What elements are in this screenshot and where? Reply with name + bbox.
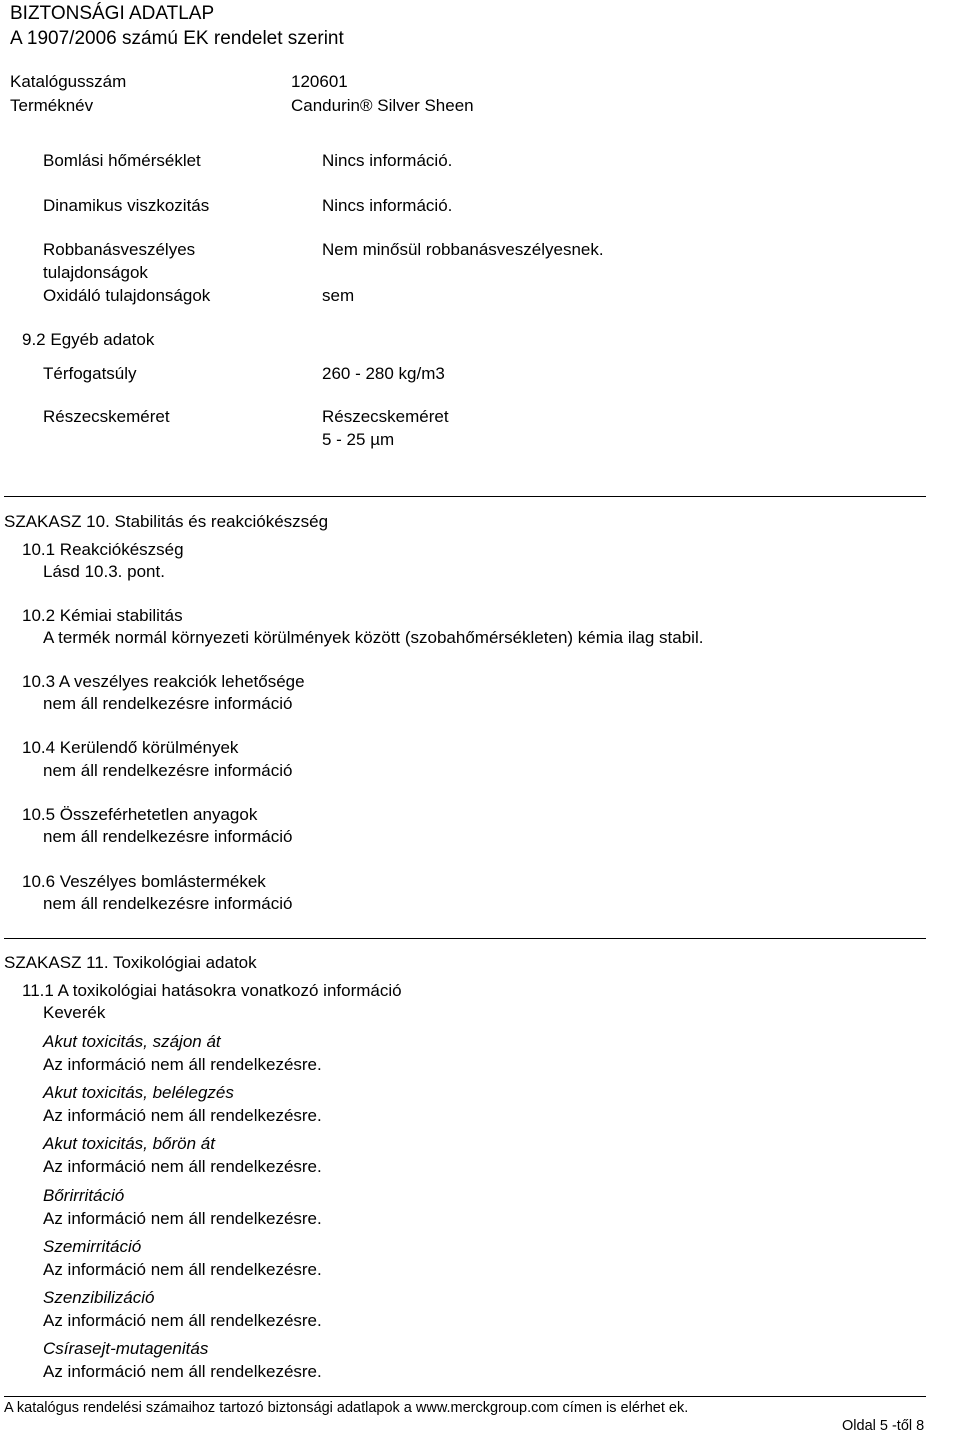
tox-item-text: Az információ nem áll rendelkezésre. — [43, 1055, 322, 1074]
prop-label: Térfogatsúly — [43, 364, 137, 383]
section-divider — [4, 938, 926, 939]
prop-label: Dinamikus viszkozitás — [43, 196, 210, 215]
prop-value: sem — [322, 286, 355, 305]
footer-note: A katalógus rendelési számaihoz tartozó biztonsági adatlapok a www.merckgroup.com címen is elérhet ek. — [4, 1400, 689, 1416]
section-10-heading: SZAKASZ 10. Stabilitás és reakciókészség — [4, 512, 329, 531]
product-value: Candurin® Silver Sheen — [291, 96, 474, 115]
footer-divider — [4, 1396, 926, 1397]
tox-item-title: Bőrirritáció — [43, 1186, 125, 1205]
prop-value: Nem minősül robbanásveszélyesnek. — [322, 240, 604, 259]
prop-value: 5 - 25 µm — [322, 430, 395, 449]
prop-label: Robbanásveszélyes — [43, 240, 196, 259]
section-divider — [4, 496, 926, 497]
prop-label: Oxidáló tulajdonságok — [43, 286, 211, 305]
document-title: BIZTONSÁGI ADATLAP — [10, 3, 215, 24]
subsection-text: A termék normál környezeti körülmények között (szobahőmérsékleten) kémia ilag stabil. — [43, 628, 704, 647]
prop-value: Részecskeméret — [322, 407, 449, 426]
prop-value: 260 - 280 kg/m3 — [322, 364, 445, 383]
subsection-title: 10.2 Kémiai stabilitás — [22, 606, 183, 625]
tox-item-text: Az információ nem áll rendelkezésre. — [43, 1106, 322, 1125]
prop-value: Nincs információ. — [322, 151, 453, 170]
mixture-label: Keverék — [43, 1003, 106, 1022]
subsection-title: 10.5 Összeférhetetlen anyagok — [22, 805, 258, 824]
section-11-heading: SZAKASZ 11. Toxikológiai adatok — [4, 953, 257, 972]
subsection-text: nem áll rendelkezésre információ — [43, 827, 293, 846]
tox-item-title: Akut toxicitás, bőrön át — [43, 1134, 215, 1153]
prop-label: Bomlási hőmérséklet — [43, 151, 201, 170]
page-number: Oldal 5 -től 8 — [842, 1418, 925, 1434]
regulation-text: A 1907/2006 számú EK rendelet szerint — [10, 28, 344, 49]
tox-item-title: Akut toxicitás, szájon át — [43, 1032, 221, 1051]
subsection-text: nem áll rendelkezésre információ — [43, 894, 293, 913]
section-heading: 9.2 Egyéb adatok — [22, 330, 155, 349]
tox-item-text: Az információ nem áll rendelkezésre. — [43, 1311, 322, 1330]
prop-label: tulajdonságok — [43, 263, 148, 282]
prop-label: Részecskeméret — [43, 407, 170, 426]
subsection-text: nem áll rendelkezésre információ — [43, 761, 293, 780]
tox-item-title: Csírasejt-mutagenitás — [43, 1339, 209, 1358]
tox-item-text: Az információ nem áll rendelkezésre. — [43, 1260, 322, 1279]
tox-item-text: Az információ nem áll rendelkezésre. — [43, 1157, 322, 1176]
subsection-title: 10.4 Kerülendő körülmények — [22, 738, 239, 757]
tox-item-title: Akut toxicitás, belélegzés — [43, 1083, 234, 1102]
subsection-title: 11.1 A toxikológiai hatásokra vonatkozó információ — [22, 981, 402, 1000]
tox-item-title: Szemirritáció — [43, 1237, 142, 1256]
tox-item-text: Az információ nem áll rendelkezésre. — [43, 1209, 322, 1228]
prop-value: Nincs információ. — [322, 196, 453, 215]
product-label: Terméknév — [10, 96, 94, 115]
catalog-value: 120601 — [291, 72, 348, 91]
subsection-title: 10.3 A veszélyes reakciók lehetősége — [22, 672, 305, 691]
subsection-title: 10.1 Reakciókészség — [22, 540, 184, 559]
subsection-text: Lásd 10.3. pont. — [43, 562, 165, 581]
subsection-title: 10.6 Veszélyes bomlástermékek — [22, 872, 266, 891]
subsection-text: nem áll rendelkezésre információ — [43, 694, 293, 713]
tox-item-text: Az információ nem áll rendelkezésre. — [43, 1362, 322, 1381]
catalog-label: Katalógusszám — [10, 72, 127, 91]
tox-item-title: Szenzibilizáció — [43, 1288, 155, 1307]
